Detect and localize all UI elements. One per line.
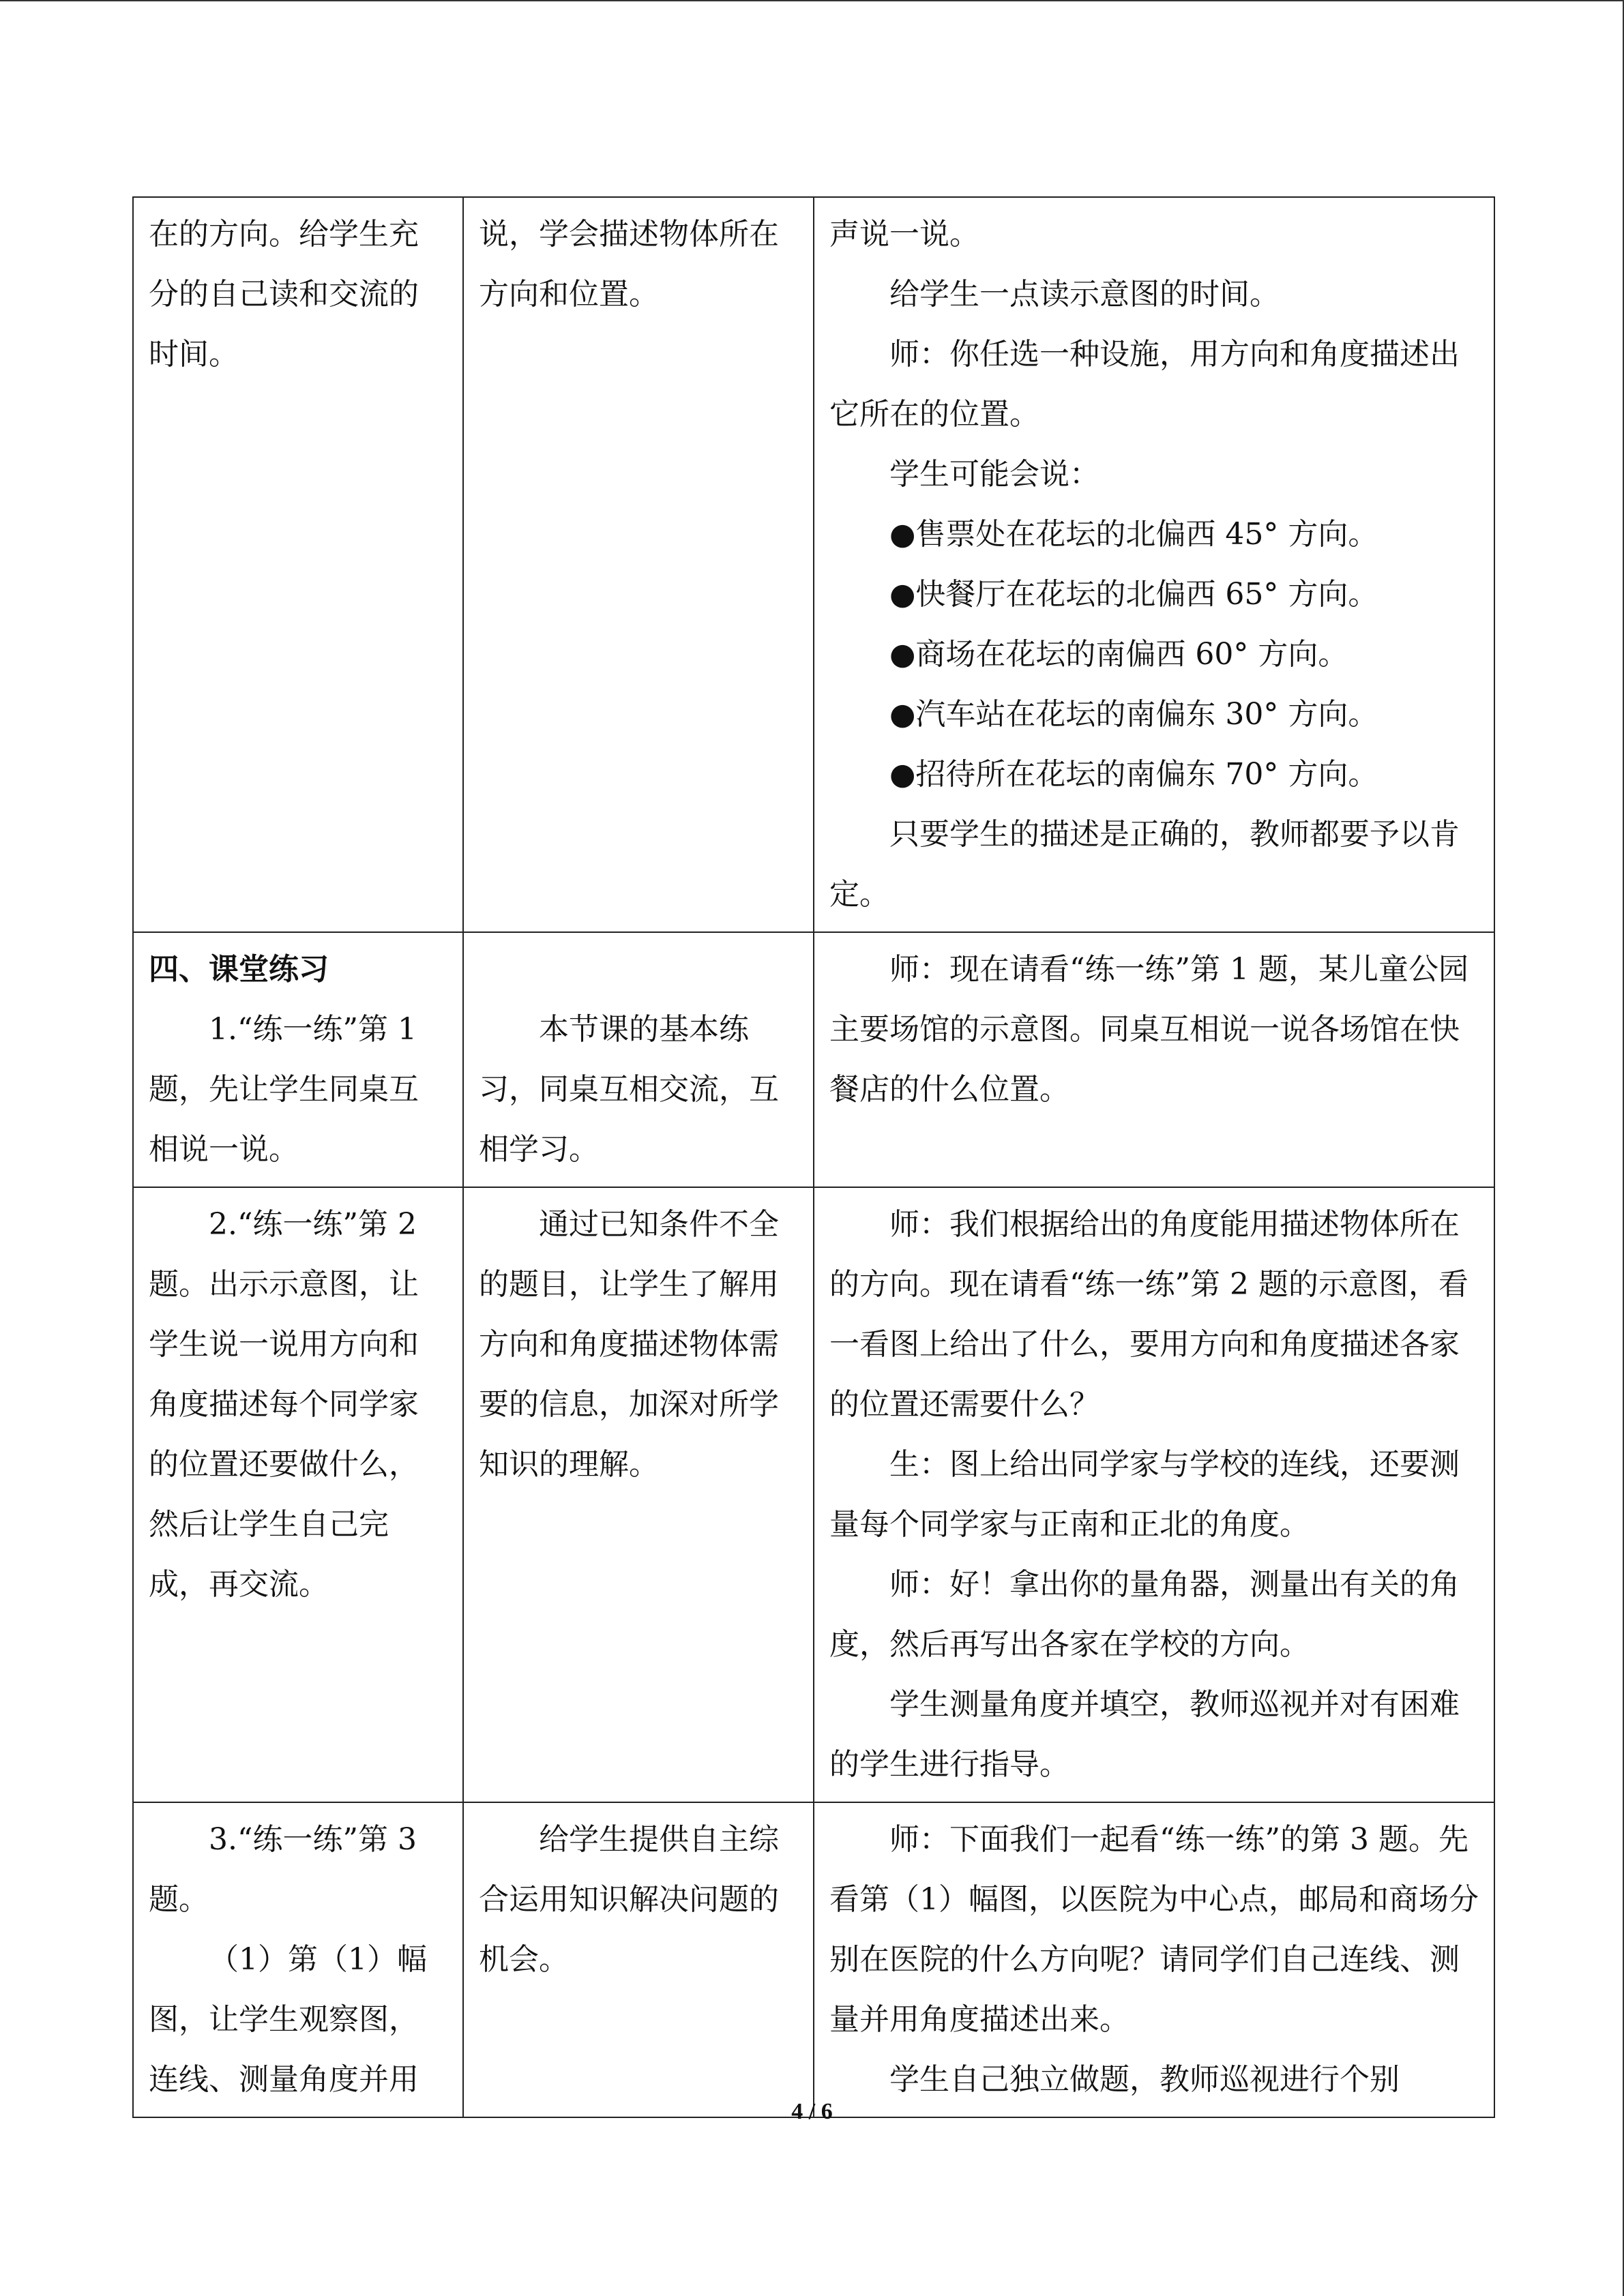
intent-cell [463, 932, 814, 1187]
bullet-item: ●汽车站在花坛的南偏东 30° 方向。 [889, 697, 1378, 732]
activity-cell [133, 1187, 463, 1802]
cell-text: 3.“练一练”第 3 题。 [149, 1822, 417, 1917]
cell-text: 给学生提供自主综合运用知识解决问题的机会。 [479, 1822, 779, 1977]
cell-text: 学生自己独立做题，教师巡视进行个别 [889, 2062, 1400, 2097]
activity-cell [133, 1802, 463, 2117]
bullet-item: ●快餐厅在花坛的北偏西 65° 方向。 [889, 577, 1378, 612]
bullet-item: ●招待所在花坛的南偏东 70° 方向。 [889, 757, 1378, 792]
bullet-item: ●商场在花坛的南偏西 60° 方向。 [889, 637, 1348, 672]
cell-text: 师：下面我们一起看“练一练”的第 3 题。先看第（1）幅图，以医院为中心点，邮局和商场分别在医院的什么方向呢？请同学们自己连线、测量并用角度描述出来。 [829, 1822, 1479, 2037]
activity-cell [133, 197, 463, 932]
process-cell [814, 197, 1494, 932]
cell-text: 师：现在请看“练一练”第 1 题，某儿童公园主要场馆的示意图。同桌互相说一说各场馆在快餐店的什么位置。 [829, 952, 1468, 1107]
table-row [133, 932, 1494, 1187]
cell-text: （1）第（1）幅图，让学生观察图，连线、测量角度并用 [149, 1942, 427, 2097]
page-number: 4 / 6 [791, 2099, 833, 2124]
cell-text: 声说一说。 [829, 217, 979, 252]
cell-text: 师：我们根据给出的角度能用描述物体所在的方向。现在请看“练一练”第 2 题的示意图，看一看图上给出了什么，要用方向和角度描述各家的位置还需要什么？ [829, 1207, 1468, 1422]
process-cell [814, 1187, 1494, 1802]
process-cell [814, 932, 1494, 1187]
process-cell [814, 1802, 1494, 2117]
cell-text: 2.“练一练”第 2 题。出示示意图，让学生说一说用方向和角度描述每个同学家的位置还要做什么，然后让学生自己完成，再交流。 [149, 1207, 419, 1602]
activity-cell [133, 932, 463, 1187]
intent-cell [463, 1187, 814, 1802]
cell-text: 通过已知条件不全的题目，让学生了解用方向和角度描述物体需要的信息，加深对所学知识的理解。 [479, 1207, 779, 1482]
cell-text: 生：图上给出同学家与学校的连线，还要测量每个同学家与正南和正北的角度。 [829, 1447, 1460, 1542]
intent-cell [463, 1802, 814, 2117]
page-top-border [0, 0, 1624, 1]
cell-text: 师：你任选一种设施，用方向和角度描述出它所在的位置。 [829, 337, 1460, 432]
cell-text: 师：好！拿出你的量角器，测量出有关的角度，然后再写出各家在学校的方向。 [829, 1567, 1460, 1662]
cell-text: 给学生一点读示意图的时间。 [889, 277, 1280, 312]
table-row [133, 197, 1494, 932]
bullet-item: ●售票处在花坛的北偏西 45° 方向。 [889, 517, 1378, 552]
cell-text: 学生测量角度并填空，教师巡视并对有困难的学生进行指导。 [829, 1687, 1460, 1782]
intent-cell [463, 197, 814, 932]
cell-text: 学生可能会说： [889, 457, 1099, 492]
cell-text: 本节课的基本练习，同桌互相交流，互相学习。 [479, 1012, 779, 1167]
cell-text: 1.“练一练”第 1 题，先让学生同桌互相说一说。 [149, 1012, 419, 1167]
lesson-plan-table [132, 196, 1495, 2118]
cell-text: 只要学生的描述是正确的，教师都要予以肯定。 [829, 817, 1460, 912]
section-heading: 四、课堂练习 [149, 952, 329, 987]
table-row [133, 1187, 1494, 1802]
cell-text: 在的方向。给学生充分的自己读和交流的时间。 [149, 217, 419, 372]
table-row [133, 1802, 1494, 2117]
cell-text: 说，学会描述物体所在方向和位置。 [479, 217, 779, 312]
